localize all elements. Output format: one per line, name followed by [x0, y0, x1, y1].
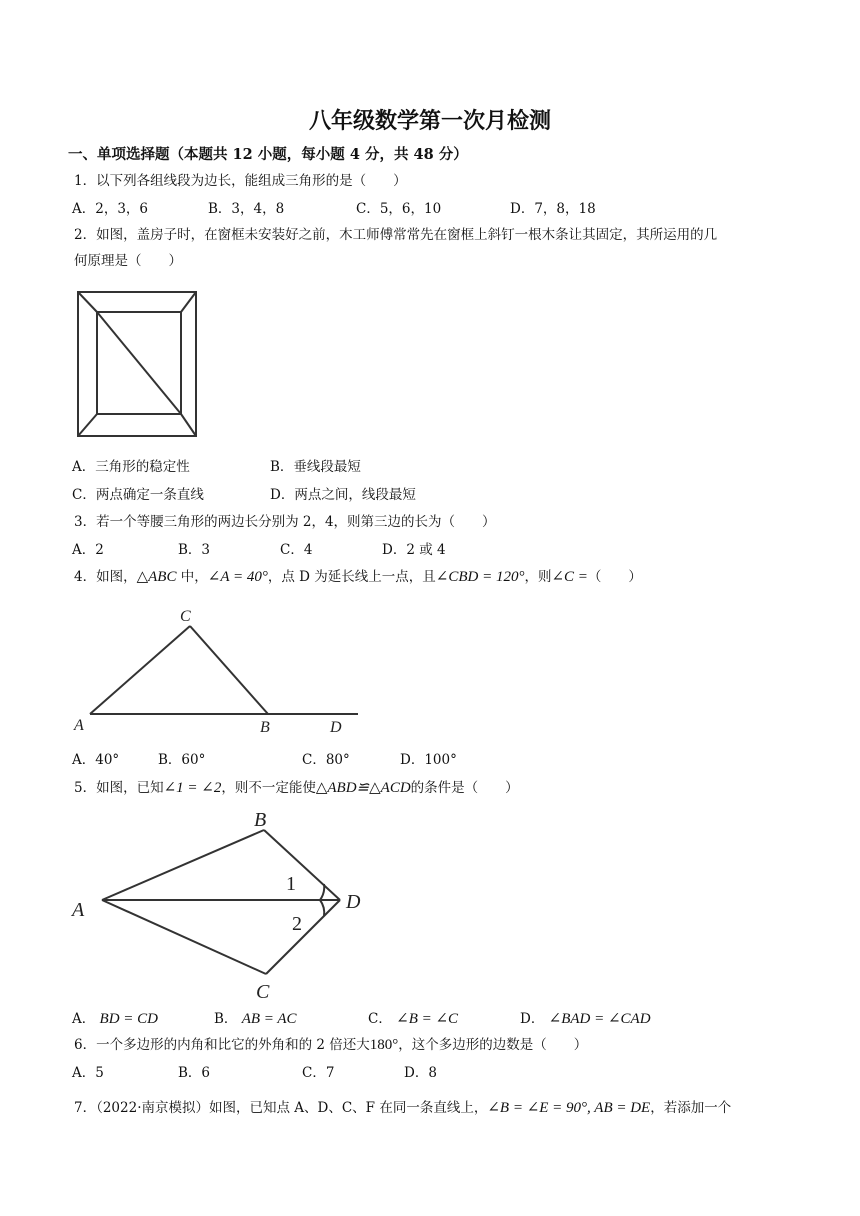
page-title: 八年级数学第一次月检测 — [308, 108, 551, 134]
triangle-abc-figure — [68, 604, 364, 736]
q5-stem-a: 5．如图，已知 — [74, 780, 164, 796]
kite-abdc-figure — [68, 802, 378, 1002]
q3-stem: 3．若一个等腰三角形的两边长分别为 2，4，则第三边的长为（ ） — [74, 514, 496, 530]
q5-option-a-math: BD = CD — [99, 1011, 159, 1027]
q6-angle: 180° — [369, 1037, 399, 1053]
q5-option-b-math: AB = AC — [241, 1011, 297, 1027]
q6-option-d: D．8 — [404, 1065, 437, 1081]
q5-angles: ∠1 = ∠2 — [163, 780, 222, 796]
q6-option-b: B．6 — [178, 1065, 211, 1081]
q4-angle-cbd: ∠CBD = 120° — [435, 569, 525, 585]
q4-stem-e: （ ） — [587, 569, 642, 585]
q4-stem-a: 4．如图， — [74, 569, 137, 585]
q4-option-d: D．100° — [400, 752, 457, 768]
q5-option-c: C． ∠B = ∠C — [368, 1011, 459, 1027]
q2-option-d: D．两点之间，线段最短 — [270, 487, 416, 503]
q2-stem-line1: 2．如图，盖房子时，在窗框未安装好之前，木工师傅常常先在窗框上斜钉一根木条让其固定，其所运用的几 — [74, 227, 718, 243]
q1-option-c: C．5，6，10 — [356, 201, 442, 217]
q2-option-c: C．两点确定一条直线 — [72, 487, 204, 503]
q6-option-c: C．7 — [302, 1065, 335, 1081]
q5-label-a: A — [72, 899, 85, 921]
q4-stem-c: ，点 D 为延长线上一点，且 — [267, 569, 436, 585]
q1-option-d: D．7，8，18 — [510, 201, 596, 217]
q5-option-d: D． ∠BAD = ∠CAD — [520, 1011, 651, 1027]
q4-stem-b: 中， — [176, 569, 208, 585]
q1-option-b: B．3，4，8 — [208, 201, 285, 217]
q7-math: ∠B = ∠E = 90°, AB = DE — [487, 1100, 651, 1116]
q4-angle-a: ∠A = 40° — [207, 569, 268, 585]
q6-stem-b: ，这个多边形的边数是（ ） — [398, 1037, 588, 1053]
q2-stem-line2: 何原理是（ ） — [74, 253, 182, 269]
q6-stem-a: 6．一个多边形的内角和比它的外角和的 2 倍还大 — [74, 1037, 370, 1053]
q5-label-angle2: 2 — [292, 913, 302, 935]
q4-label-a: A — [74, 717, 84, 734]
q5-stem-c: 的条件是（ ） — [410, 780, 519, 796]
q4-option-c: C．80° — [302, 752, 350, 768]
q5-congruence: △ABD≌△ACD — [315, 780, 411, 796]
q5-label-c: C — [256, 981, 270, 1002]
q3-option-a: A．2 — [72, 542, 104, 558]
q5-option-c-math: ∠B = ∠C — [396, 1011, 459, 1027]
q4-stem-d: ，则 — [524, 569, 552, 585]
q5-label-d: D — [346, 891, 361, 913]
q7-stem-b: ，若添加一个 — [650, 1100, 732, 1116]
q6-stem — [74, 1036, 587, 1054]
q5-option-b: B． AB = AC — [214, 1011, 297, 1027]
q5-label-angle1: 1 — [286, 873, 296, 895]
q1-option-a: A．2，3，6 — [72, 201, 149, 217]
q5-option-a: A． BD = CD — [72, 1011, 159, 1027]
q3-option-c: C．4 — [280, 542, 313, 558]
q1-stem: 1．以下列各组线段为边长，能组成三角形的是（ ） — [74, 173, 407, 189]
q5-option-d-math: ∠BAD = ∠CAD — [548, 1011, 651, 1027]
q5-stem — [74, 779, 519, 797]
q5-label-b: B — [254, 809, 267, 831]
q4-option-b: B．60° — [158, 752, 206, 768]
q7-stem — [74, 1099, 731, 1117]
q3-option-d: D．2 或 4 — [382, 542, 446, 558]
q7-stem-a: 7．（2022·南京模拟）如图，已知点 A、D、C、F 在同一条直线上， — [74, 1100, 488, 1116]
q4-angle-c: ∠C = — [551, 569, 588, 585]
q4-label-b: B — [260, 719, 270, 736]
q4-triangle: △ABC — [136, 569, 177, 585]
q4-label-c: C — [180, 608, 191, 625]
window-frame-figure — [74, 288, 200, 440]
q4-label-d: D — [330, 719, 342, 736]
q6-option-a: A．5 — [72, 1065, 104, 1081]
q5-stem-b: ，则不一定能使 — [221, 780, 316, 796]
q3-option-b: B．3 — [178, 542, 211, 558]
q2-option-a: A．三角形的稳定性 — [72, 459, 190, 475]
q2-option-b: B．垂线段最短 — [270, 459, 361, 475]
q4-option-a: A．40° — [72, 752, 120, 768]
section-heading: 一、单项选择题（本题共 12 小题，每小题 4 分，共 48 分） — [68, 146, 468, 163]
q4-stem — [74, 568, 642, 586]
